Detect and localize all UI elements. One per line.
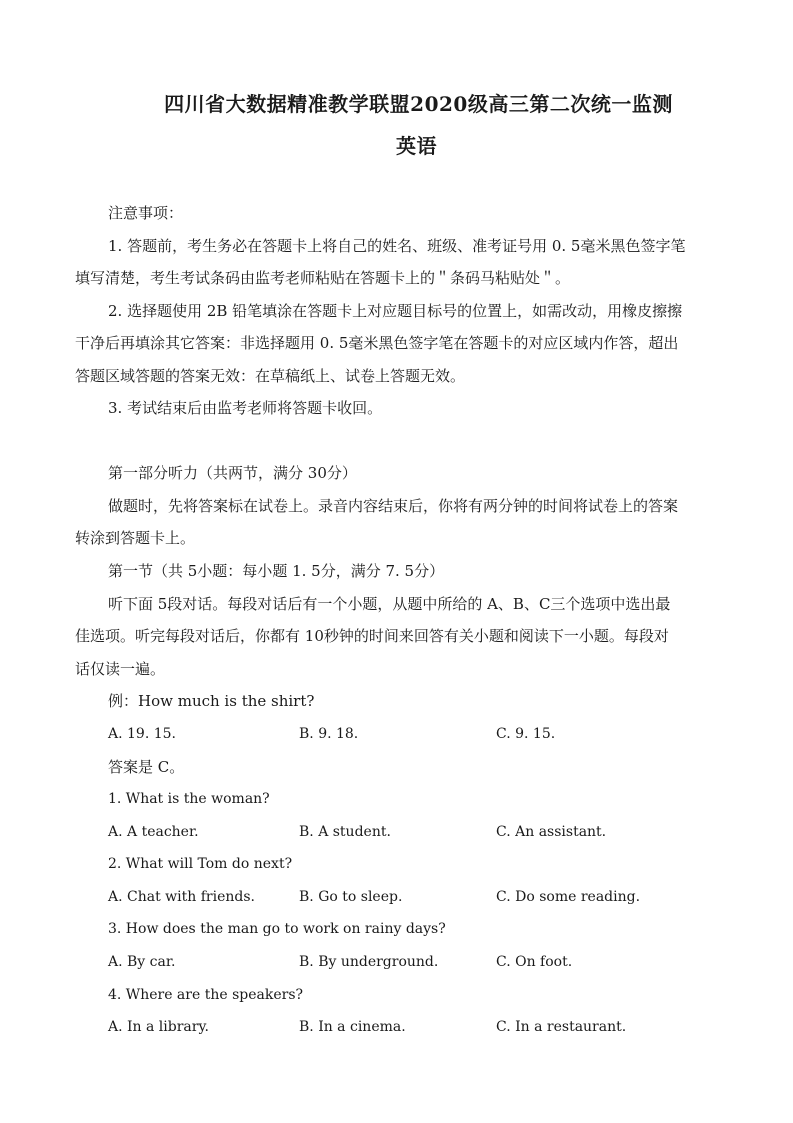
subject-title: 英语 bbox=[396, 134, 437, 158]
question-3-option-c: C. On foot. bbox=[496, 954, 573, 970]
notice-heading: 注意事项： bbox=[108, 204, 184, 222]
question-1-option-c: C. An assistant. bbox=[496, 824, 607, 840]
notice-item-2-line-3: 答题区域答题的答案无效：在草稿纸上、试卷上答题无效。 bbox=[75, 367, 466, 385]
notice-item-3: 3. 考试结束后由监考老师将答题卡收回。 bbox=[108, 399, 383, 417]
question-4-option-a: A. In a library. bbox=[108, 1019, 209, 1035]
question-2-option-b: B. Go to sleep. bbox=[299, 889, 403, 905]
section1-instruction-line-3: 话仅读一遍。 bbox=[75, 660, 166, 678]
example-option-b: B. 9. 18. bbox=[299, 726, 359, 742]
part1-heading: 第一部分听力（共两节，满分 30分） bbox=[108, 464, 357, 482]
part1-instruction-line-2: 转涂到答题卡上。 bbox=[75, 529, 196, 547]
notice-item-2-line-1: 2. 选择题使用 2B 铅笔填涂在答题卡上对应题目标号的位置上，如需改动，用橡皮擦擦 bbox=[108, 302, 683, 320]
question-4-option-c: C. In a restaurant. bbox=[496, 1019, 627, 1035]
example-answer: 答案是 C。 bbox=[108, 758, 185, 776]
question-3-option-b: B. By underground. bbox=[299, 954, 439, 970]
example-option-a: A. 19. 15. bbox=[108, 726, 176, 742]
example-option-c: C. 9. 15. bbox=[496, 726, 556, 742]
question-4: 4. Where are the speakers? bbox=[108, 987, 304, 1003]
section1-heading: 第一节（共 5小题：每小题 1. 5分，满分 7. 5分） bbox=[108, 562, 445, 580]
question-1-option-b: B. A student. bbox=[299, 824, 391, 840]
question-4-option-b: B. In a cinema. bbox=[299, 1019, 406, 1035]
question-2: 2. What will Tom do next? bbox=[108, 856, 293, 872]
part1-instruction-line-1: 做题时，先将答案标在试卷上。录音内容结束后，你将有两分钟的时间将试卷上的答案 bbox=[108, 497, 679, 515]
notice-item-1-line-1: 1. 答题前，考生务必在答题卡上将自己的姓名、班级、准考证号用 0. 5毫米黑色签字笔 bbox=[108, 237, 686, 255]
section1-instruction-line-1: 听下面 5段对话。每段对话后有一个小题，从题中所给的 A、B、C三个选项中选出最 bbox=[108, 595, 671, 613]
section1-instruction-line-2: 佳选项。听完每段对话后，你都有 10秒钟的时间来回答有关小题和阅读下一小题。每段对 bbox=[75, 627, 669, 645]
exam-title: 四川省大数据精准教学联盟2020级高三第二次统一监测 bbox=[164, 92, 673, 116]
question-3-option-a: A. By car. bbox=[108, 954, 176, 970]
notice-item-2-line-2: 干净后再填涂其它答案：非选择题用 0. 5毫米黑色签字笔在答题卡的对应区域内作答，超出 bbox=[75, 334, 679, 352]
question-2-option-a: A. Chat with friends. bbox=[108, 889, 255, 905]
question-3: 3. How does the man go to work on rainy days? bbox=[108, 921, 446, 937]
question-1-option-a: A. A teacher. bbox=[108, 824, 199, 840]
question-1: 1. What is the woman? bbox=[108, 791, 270, 807]
question-2-option-c: C. Do some reading. bbox=[496, 889, 641, 905]
example-question: 例：How much is the shirt? bbox=[108, 692, 315, 710]
notice-item-1-line-2: 填写清楚，考生考试条码由监考老师粘贴在答题卡上的＂条码马粘贴处＂。 bbox=[75, 269, 571, 287]
